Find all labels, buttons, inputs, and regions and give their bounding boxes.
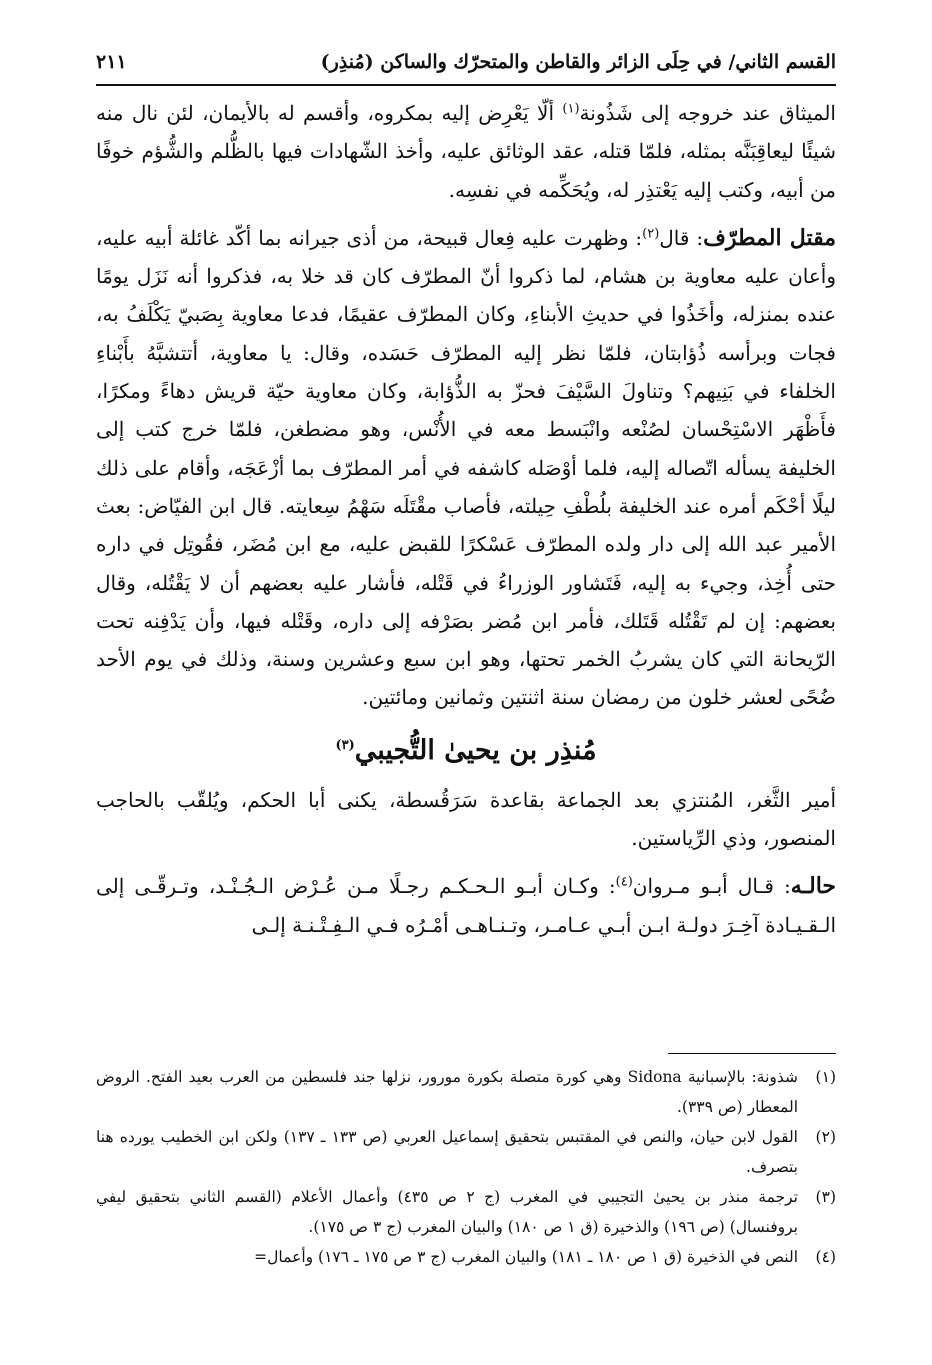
footnote-separator: [668, 1053, 836, 1054]
footnotes: [96, 1062, 836, 1272]
running-title: القسم الثاني/ في حِلَى الزائر والقاطن والمتحرّك والساكن (مُنذِر): [320, 51, 836, 73]
footnote-ref-3[interactable]: (٣): [335, 737, 355, 753]
footnote: [96, 1122, 836, 1182]
footnote: [96, 1062, 836, 1122]
footnote: [96, 1242, 836, 1272]
paragraph-intro: أمير الثَّغر، المُنتزي بعد الجماعة بقاعدة سَرَقُسطة، يكنى أبا الحكم، ويُلقّب بالحاجب المنصور، وذي الرِّياستين.: [96, 787, 836, 851]
header-rule: [96, 84, 836, 86]
main-text: [96, 94, 836, 944]
footnote-text: القول لابن حيان، والنص في المقتبس بتحقيق إسماعيل العربي (ص ١٣٣ ـ ١٣٧) ولكن ابن الخطيب يورده هنا بتصرف.: [96, 1128, 798, 1176]
section-murder-of-mutarrif: مقتل المطرّف: قال$^{(٢)}$: وظهرت عليه فِعال قبيحة، من أذى جيرانه بما أكّد غائلة أبيه عليه، وأعان عليه معاوية بن هشام، لما ذكروا أنّ المطرّف كان قد خلا به، فذكروا أنه نَزَل يومًا عنده بمنزله، وأخَذُوا في حديثِ الأبناءِ، وكان المطرّف عقيمًا، فدعا معاوية بِصَبيّ يَكْلَفُ به، فجات وبرأسه ذُؤابتان، فلمّا نظر إليه المطرّف حَسَده، وقال: يا معاوية، أتتشبَّهُ بأَبْناءِ الخلفاء في بَنِيهم؟ وتناولَ السَّيْفَ فحزّ به الذُّؤابة، وكان معاوية حيّة قريش دهاءً ومكرًا، فأَظْهَر الاسْتِحْسان لصُنْعه وانْبَسط معه في الأُنْس، وهو مضطغن، فلمّا خرج كتب إلى الخليفة يسأله اتّصاله إليه، فلما أوْصَله كاشفه في أمر المطرّف بما أزْعَجَه، وأقام على ذلك ليلًا أحْكَم أمره عند الخليفة بلُطْفِ حِيلته، فأصاب مقْتَلَه سَهْمُ سِعايته. قال ابن الفيّاض: بعث الأمير عبد الله إلى دار ولده المطرّف عَسْكرًا للقبض عليه، مع ابن مُضَر، فقُوتِل في داره حتى أُخِذ، وجيء به إليه، فَتَشاور الوزراءُ في قَتْله، فأشار عليه بعضهم أن لا يَقْتُله، وقال بعضهم: إن لم تَقْتُله قَتَلك، فأمر ابن مُضر بصَرْفه إلى داره، وقَتْله فيها، وأن يَدْفِنه تحت الرّيحانة التي كان يشربُ الخمر تحتها، وهو ابن سبع وعشرين وسنة، وذلك في يوم الأحد ضُحًى لعشر خلون من رمضان سنة اثنتين وثمانين ومائتين.: [96, 224, 837, 710]
footnote: [96, 1182, 836, 1242]
footnote-ref-1[interactable]: (١): [562, 101, 580, 117]
footnote-number: (٣): [815, 1188, 836, 1206]
biography-heading: مُنذِر بن يحيىٰ التُّجيبي$^{(٣)}$: [335, 734, 597, 766]
section-lead-state: حالـه: [790, 873, 836, 900]
footnote-text: النص في الذخيرة (ق ١ ص ١٨٠ ـ ١٨١) والبيان المغرب (ج ٣ ص ١٧٥ ـ ١٧٦) وأعمال=: [254, 1248, 798, 1266]
footnote-text: ترجمة منذر بن يحيىٰ التجيبي في المغرب (ج ٢ ص ٤٣٥) وأعمال الأعلام (القسم الثاني بتحقيق ليفي بروفنسال) (ص ١٩٦) والذخيرة (ق ١ ص ١٨٠) والبيان المغرب (ج ٣ ص ١٧٥).: [96, 1188, 799, 1236]
footnote-text: شذونة: بالإسبانية Sidona وهي كورة متصلة بكورة مورور، نزلها جند فلسطين من العرب بعيد الفتح. الروض المعطار (ص ٣٣٩).: [96, 1068, 798, 1116]
footnote-number: (٢): [815, 1128, 836, 1146]
paragraph-continuation: الميثاق عند خروجه إلى شَذُونة$^{(١)}$ ألّا يَعْرِض إليه بمكروه، وأقسم له بالأيمان، لئن نال منه شيئًا ليعاقِبَنَّه بمثله، فلمّا قتله، عقد الوثائق عليه، وأخذ الشّهادات فيها بالظُّلم والشُّؤم خوفًا من أبيه، وكتب إليه يَعْتذِر له، ويُحَكِّمه في نفسِه.: [96, 101, 836, 202]
running-header: [96, 44, 836, 80]
page-number: ٢١١: [96, 51, 127, 73]
footnote-ref-4[interactable]: (٤): [615, 874, 633, 890]
footnote-number: (١): [815, 1068, 836, 1086]
section-lead-mutarrif: مقتل المطرّف: [703, 224, 837, 251]
footnote-number: (٤): [815, 1248, 836, 1266]
section-his-state: حالـه: قـال أبـو مـروان$^{(٤)}$: وكـان أبـو الـحـكـم رجـلًا مـن عُـرْض الـجُـنْـد، وتـرقّـى إلى الـقـيـادة آخِـرَ دولـة ابـن أبـي عـامـر، وتـنـاهـى أمْـرُه فـي الـفِـتْـنـة إلـى: [96, 873, 836, 937]
footnote-ref-2[interactable]: (٢): [642, 226, 660, 242]
